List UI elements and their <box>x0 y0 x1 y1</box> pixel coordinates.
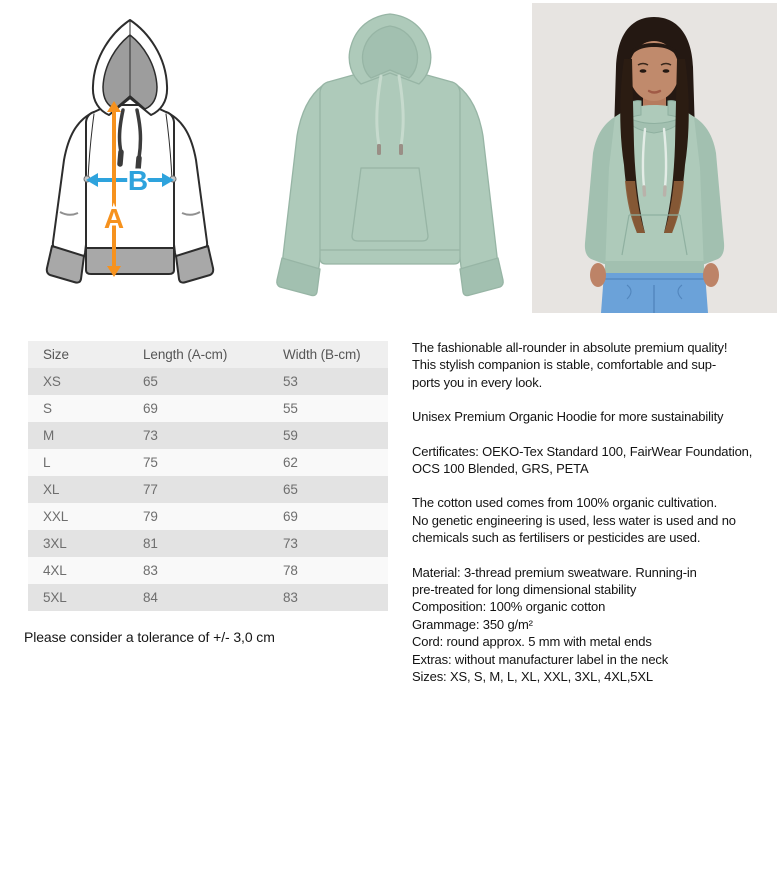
width-cell: 83 <box>283 590 298 605</box>
description-line: ports you in every look. <box>412 374 543 390</box>
description-line: Certificates: OEKO-Tex Standard 100, FairWear Foundation, <box>412 443 753 459</box>
length-cell: 83 <box>143 563 158 578</box>
hand-left <box>590 263 606 287</box>
size-cell: XL <box>43 482 60 497</box>
hoodie-model-photo-svg <box>532 3 777 313</box>
size-table-row <box>28 395 388 422</box>
length-cell: 69 <box>143 401 158 416</box>
hoodie-measurement-diagram <box>30 8 230 303</box>
description-paragraph <box>412 494 752 546</box>
description-line: pre-treated for long dimensional stability <box>412 582 637 598</box>
length-cell: 73 <box>143 428 158 443</box>
description-line: No genetic engineering is used, less water is used and no <box>412 512 736 528</box>
tolerance-note: Please consider a tolerance of +/- 3,0 cm <box>24 629 275 645</box>
width-cell: 55 <box>283 401 298 416</box>
product-description <box>412 339 752 703</box>
length-cell: 79 <box>143 509 158 524</box>
description-line: The fashionable all-rounder in absolute premium quality! <box>412 340 728 355</box>
description-paragraph <box>412 443 752 478</box>
kangaroo-pocket <box>352 168 428 241</box>
hem-band <box>605 261 704 273</box>
hoodie-model-photo <box>532 3 777 313</box>
description-line: Unisex Premium Organic Hoodie for more sustainability <box>412 409 724 425</box>
hoodie-flat-photo <box>266 10 514 303</box>
size-table-row <box>28 449 388 476</box>
size-table-row <box>28 557 388 584</box>
width-cell: 73 <box>283 536 298 551</box>
size-table-row <box>28 368 388 395</box>
size-cell: XS <box>43 374 61 389</box>
size-cell: 3XL <box>43 536 67 551</box>
description-paragraph <box>412 564 752 686</box>
description-line: Material: 3-thread premium sweatware. Running-in <box>412 564 697 580</box>
description-paragraph <box>412 339 752 391</box>
length-cell: 84 <box>143 590 158 605</box>
size-table-row <box>28 476 388 503</box>
description-line: Composition: 100% organic cotton <box>412 599 606 615</box>
hoodie-measurement-diagram-svg <box>30 8 230 303</box>
size-table-row <box>28 503 388 530</box>
col-header-width: Width (B-cm) <box>283 347 361 362</box>
description-line: This stylish companion is stable, comfortable and sup- <box>412 357 717 373</box>
length-cell: 81 <box>143 536 158 551</box>
description-line: Grammage: 350 g/m² <box>412 616 533 632</box>
length-cell: 75 <box>143 455 158 470</box>
size-table-row <box>28 530 388 557</box>
length-cell: 77 <box>143 482 158 497</box>
description-line: The cotton used comes from 100% organic cultivation. <box>412 495 718 511</box>
col-header-length: Length (A-cm) <box>143 347 228 362</box>
width-cell: 69 <box>283 509 298 524</box>
size-cell: 4XL <box>43 563 67 578</box>
width-cell: 78 <box>283 563 298 578</box>
size-table-row <box>28 584 388 611</box>
hoodie-flat-photo-svg <box>266 10 514 303</box>
col-header-size: Size <box>43 347 69 362</box>
width-cell: 62 <box>283 455 298 470</box>
description-line: chemicals such as fertilisers or pesticides are used. <box>412 530 701 546</box>
width-cell: 53 <box>283 374 298 389</box>
size-cell: M <box>43 428 55 443</box>
size-cell: L <box>43 455 51 470</box>
width-label: B <box>127 165 149 196</box>
length-label: A <box>103 203 125 234</box>
hood <box>93 20 167 115</box>
size-cell: XXL <box>43 509 69 524</box>
description-line: Extras: without manufacturer label in the neck <box>412 651 669 667</box>
description-paragraph <box>412 408 752 425</box>
size-table-row <box>28 422 388 449</box>
hand-right <box>703 263 719 287</box>
flat-hoodie <box>277 14 503 296</box>
size-cell: 5XL <box>43 590 67 605</box>
description-line: Cord: round approx. 5 mm with metal ends <box>412 634 652 650</box>
description-line: Sizes: XS, S, M, L, XL, XXL, 3XL, 4XL,5XL <box>412 669 653 685</box>
length-cell: 65 <box>143 374 158 389</box>
width-cell: 59 <box>283 428 298 443</box>
jeans <box>601 273 708 313</box>
description-line: OCS 100 Blended, GRS, PETA <box>412 461 589 477</box>
size-cell: S <box>43 401 52 416</box>
width-cell: 65 <box>283 482 298 497</box>
size-table-header <box>28 341 388 368</box>
size-table <box>28 341 388 611</box>
